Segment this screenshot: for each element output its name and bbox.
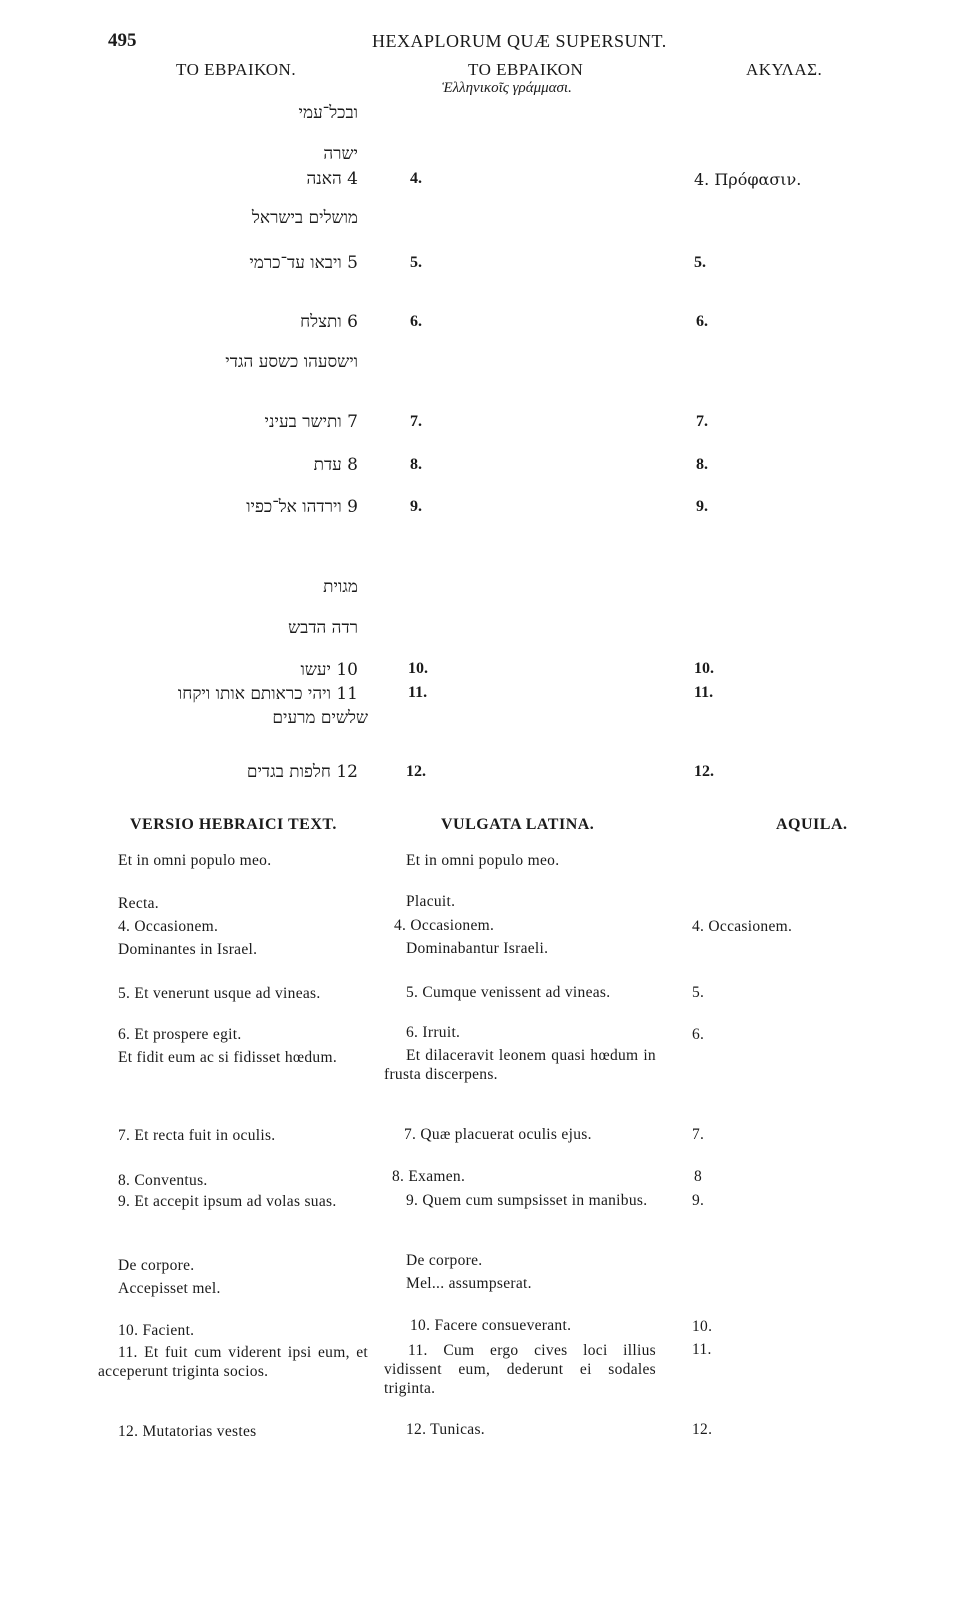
versio-paragraph: Et fidit eum ac si fidisset hœdum.: [118, 1049, 337, 1066]
verse-number: 6.: [410, 313, 422, 330]
aquila-line: 7.: [692, 1126, 705, 1143]
hebrew-line: 11 ויהי כראותם אותו ויקחו: [177, 684, 358, 704]
versio-line: 5. Et venerunt usque ad vineas.: [118, 985, 321, 1002]
vulgata-line: De corpore.: [406, 1252, 483, 1269]
versio-line: Et in omni populo meo.: [118, 852, 272, 869]
page-number: 495: [108, 30, 137, 51]
vulgata-line: 10. Facere consueverant.: [410, 1317, 572, 1334]
verse-number: 6.: [696, 313, 708, 330]
hebrew-line: מושלים בישראל: [251, 208, 358, 228]
running-title: HEXAPLORUM QUÆ SUPERSUNT.: [372, 31, 667, 51]
aquila-line: 9.: [692, 1192, 705, 1209]
verse-number: 8.: [410, 456, 422, 473]
vulgata-line: 8. Examen.: [392, 1168, 466, 1185]
hebrew-line: 9 וירדהו אל־כפיו: [246, 497, 358, 517]
aquila-line: 12.: [692, 1421, 713, 1438]
versio-line: 12. Mutatorias vestes: [118, 1423, 257, 1440]
verse-number: 5.: [410, 254, 422, 271]
aquila-greek: 4. Πρόφασιν.: [694, 170, 802, 189]
verse-number: 12.: [406, 763, 426, 780]
verse-number: 9.: [410, 498, 422, 515]
vulgata-line: Mel... assumpserat.: [406, 1275, 532, 1292]
aquila-line: 8: [694, 1168, 703, 1185]
hebrew-line: ובכל־עמי: [298, 103, 358, 123]
aquila-line: 4. Occasionem.: [692, 918, 793, 935]
vulgata-line: 7. Quæ placuerat oculis ejus.: [404, 1126, 592, 1143]
hebrew-line: מגוית: [323, 577, 358, 597]
verse-number: 10.: [408, 660, 428, 677]
versio-line: 10. Facient.: [118, 1322, 195, 1339]
column-heading-aquila-latin: AQUILA.: [776, 816, 848, 833]
verse-number: 7.: [696, 413, 708, 430]
verse-number: 10.: [694, 660, 714, 677]
verse-number: 7.: [410, 413, 422, 430]
versio-line: Accepisset mel.: [118, 1280, 221, 1297]
hebrew-line: 5 ויבאו עד־כרמי: [249, 253, 358, 273]
column-heading-versio: VERSIO HEBRAICI TEXT.: [130, 816, 337, 833]
hebrew-line: 10 יעשו: [300, 660, 358, 680]
vulgata-line: Dominabantur Israeli.: [406, 940, 549, 957]
hebrew-line: 4 האנה: [306, 169, 358, 189]
versio-line: 4. Occasionem.: [118, 918, 219, 935]
versio-line: 7. Et recta fuit in oculis.: [118, 1127, 276, 1144]
vulgata-line: Placuit.: [406, 893, 456, 910]
versio-line: Dominantes in Israel.: [118, 941, 258, 958]
column-subheading-transliteration: Ἑλληνικοῖς γράμμασι.: [442, 80, 572, 96]
versio-paragraph: 11. Et fuit cum viderent ipsi eum, et acceperunt triginta socios.: [98, 1344, 368, 1380]
versio-line: 6. Et prospere egit.: [118, 1026, 242, 1043]
versio-paragraph: 9. Et accepit ipsum ad volas suas.: [118, 1193, 337, 1210]
aquila-line: 10.: [692, 1318, 713, 1335]
verse-number: 8.: [696, 456, 708, 473]
vulgata-line: 12. Tunicas.: [406, 1421, 485, 1438]
hebrew-line: 8 עדת: [313, 455, 358, 475]
column-heading-transliteration: ΤΟ ΕΒΡΑΙΚΟΝ: [468, 60, 584, 79]
aquila-line: 5.: [692, 984, 705, 1001]
vulgata-line: 6. Irruit.: [406, 1024, 461, 1041]
verse-number: 5.: [694, 254, 706, 271]
vulgata-paragraph: 11. Cum ergo cives loci illius vidissent eum, dederunt ei sodales triginta.: [384, 1342, 656, 1397]
vulgata-line: 4. Occasionem.: [394, 917, 495, 934]
vulgata-line: Et in omni populo meo.: [406, 852, 560, 869]
column-heading-hebrew: ΤΟ ΕΒΡΑΙΚΟΝ.: [176, 60, 297, 79]
hebrew-line: 7 ותישר בעיני: [264, 412, 358, 432]
hebrew-line: ישרה: [323, 144, 358, 164]
vulgata-line: 5. Cumque venissent ad vineas.: [406, 984, 611, 1001]
vulgata-paragraph: Et dilaceravit leonem quasi hœdum in frusta discerpens.: [384, 1047, 656, 1083]
versio-line: 8. Conventus.: [118, 1172, 208, 1189]
verse-number: 11.: [694, 684, 714, 701]
column-heading-aquila: ΑΚΥΛΑΣ.: [746, 60, 823, 79]
column-heading-vulgata: VULGATA LATINA.: [441, 816, 595, 833]
versio-line: Recta.: [118, 895, 159, 912]
verse-number: 4.: [410, 170, 422, 187]
hebrew-line: שלשים מרעים: [272, 708, 368, 728]
hebrew-line: וישסעהו כשסע הגדי: [225, 352, 358, 372]
hebrew-line: 12 חלפות בגדים: [246, 762, 358, 782]
versio-line: De corpore.: [118, 1257, 195, 1274]
verse-number: 11.: [408, 684, 428, 701]
verse-number: 9.: [696, 498, 708, 515]
aquila-line: 6.: [692, 1026, 705, 1043]
hebrew-line: 6 ותצלח: [300, 312, 358, 332]
verse-number: 12.: [694, 763, 714, 780]
aquila-line: 11.: [692, 1341, 712, 1358]
vulgata-paragraph: 9. Quem cum sumpsisset in manibus.: [406, 1192, 648, 1209]
hebrew-line: רדה הדבש: [288, 618, 358, 638]
